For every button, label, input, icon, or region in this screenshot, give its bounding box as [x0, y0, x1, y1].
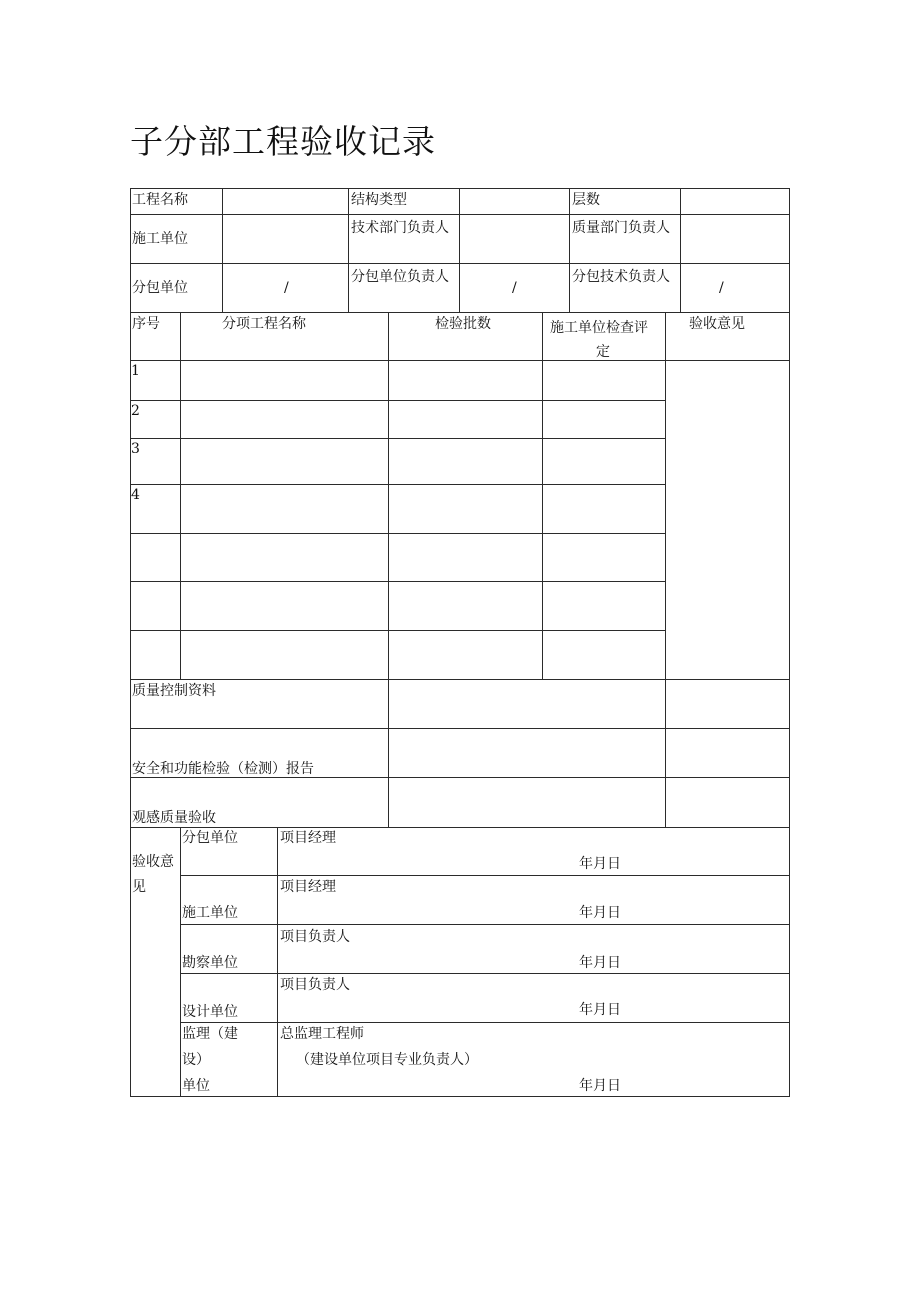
date-label: 年月日 — [579, 1078, 621, 1094]
party-unit: 施工单位 — [182, 905, 238, 921]
col-check-header-line2: 定 — [596, 344, 610, 360]
party-role: 项目负责人 — [280, 929, 350, 945]
supervision-role-note: （建设单位项目专业负责人） — [296, 1052, 478, 1068]
subcontract-unit-label: 分包单位 — [132, 280, 188, 296]
col-batches-header: 检验批数 — [435, 316, 491, 332]
construction-unit-label: 施工单位 — [132, 231, 188, 247]
date-label: 年月日 — [579, 1002, 621, 1018]
supervision-unit-line1: 监理（建 — [182, 1026, 238, 1042]
col-no-header: 序号 — [132, 316, 160, 332]
quality-dept-head-label: 质量部门负责人 — [572, 220, 670, 236]
subcontract-unit-head-value: / — [512, 280, 517, 296]
supervision-role: 总监理工程师 — [280, 1026, 364, 1042]
col-check-header-line1: 施工单位检查评 — [550, 320, 648, 336]
quality-control-label: 质量控制资料 — [132, 683, 216, 699]
col-name-header: 分项工程名称 — [222, 316, 306, 332]
project-name-label: 工程名称 — [132, 192, 188, 208]
party-role: 项目负责人 — [280, 977, 350, 993]
party-role: 项目经理 — [280, 879, 336, 895]
col-opinion-header: 验收意见 — [689, 316, 745, 332]
safety-report-label: 安全和功能检验（检测）报告 — [132, 761, 314, 777]
structure-type-label: 结构类型 — [351, 192, 407, 208]
supervision-unit-line2: 设） — [182, 1052, 210, 1068]
subcontract-unit-value: / — [284, 280, 289, 296]
appearance-label: 观感质量验收 — [132, 810, 216, 826]
party-unit: 勘察单位 — [182, 955, 238, 971]
tech-dept-head-label: 技术部门负责人 — [351, 220, 449, 236]
acceptance-label-line2: 见 — [132, 879, 146, 895]
row-number: 4 — [131, 487, 140, 503]
subcontract-unit-head-label: 分包单位负责人 — [351, 269, 449, 285]
date-label: 年月日 — [579, 905, 621, 921]
date-label: 年月日 — [579, 955, 621, 971]
date-label: 年月日 — [579, 856, 621, 872]
floors-label: 层数 — [572, 192, 600, 208]
supervision-unit-line3: 单位 — [182, 1078, 210, 1094]
party-role: 项目经理 — [280, 830, 336, 846]
subcontract-tech-head-value: / — [719, 280, 724, 296]
party-unit: 设计单位 — [182, 1004, 238, 1020]
party-unit: 分包单位 — [182, 830, 238, 846]
subcontract-tech-head-label: 分包技术负责人 — [572, 269, 670, 285]
row-number: 1 — [131, 363, 140, 379]
page-title: 子分部工程验收记录 — [130, 122, 436, 161]
row-number: 2 — [131, 403, 140, 419]
acceptance-label-line1: 验收意 — [132, 854, 174, 870]
row-number: 3 — [131, 441, 140, 457]
